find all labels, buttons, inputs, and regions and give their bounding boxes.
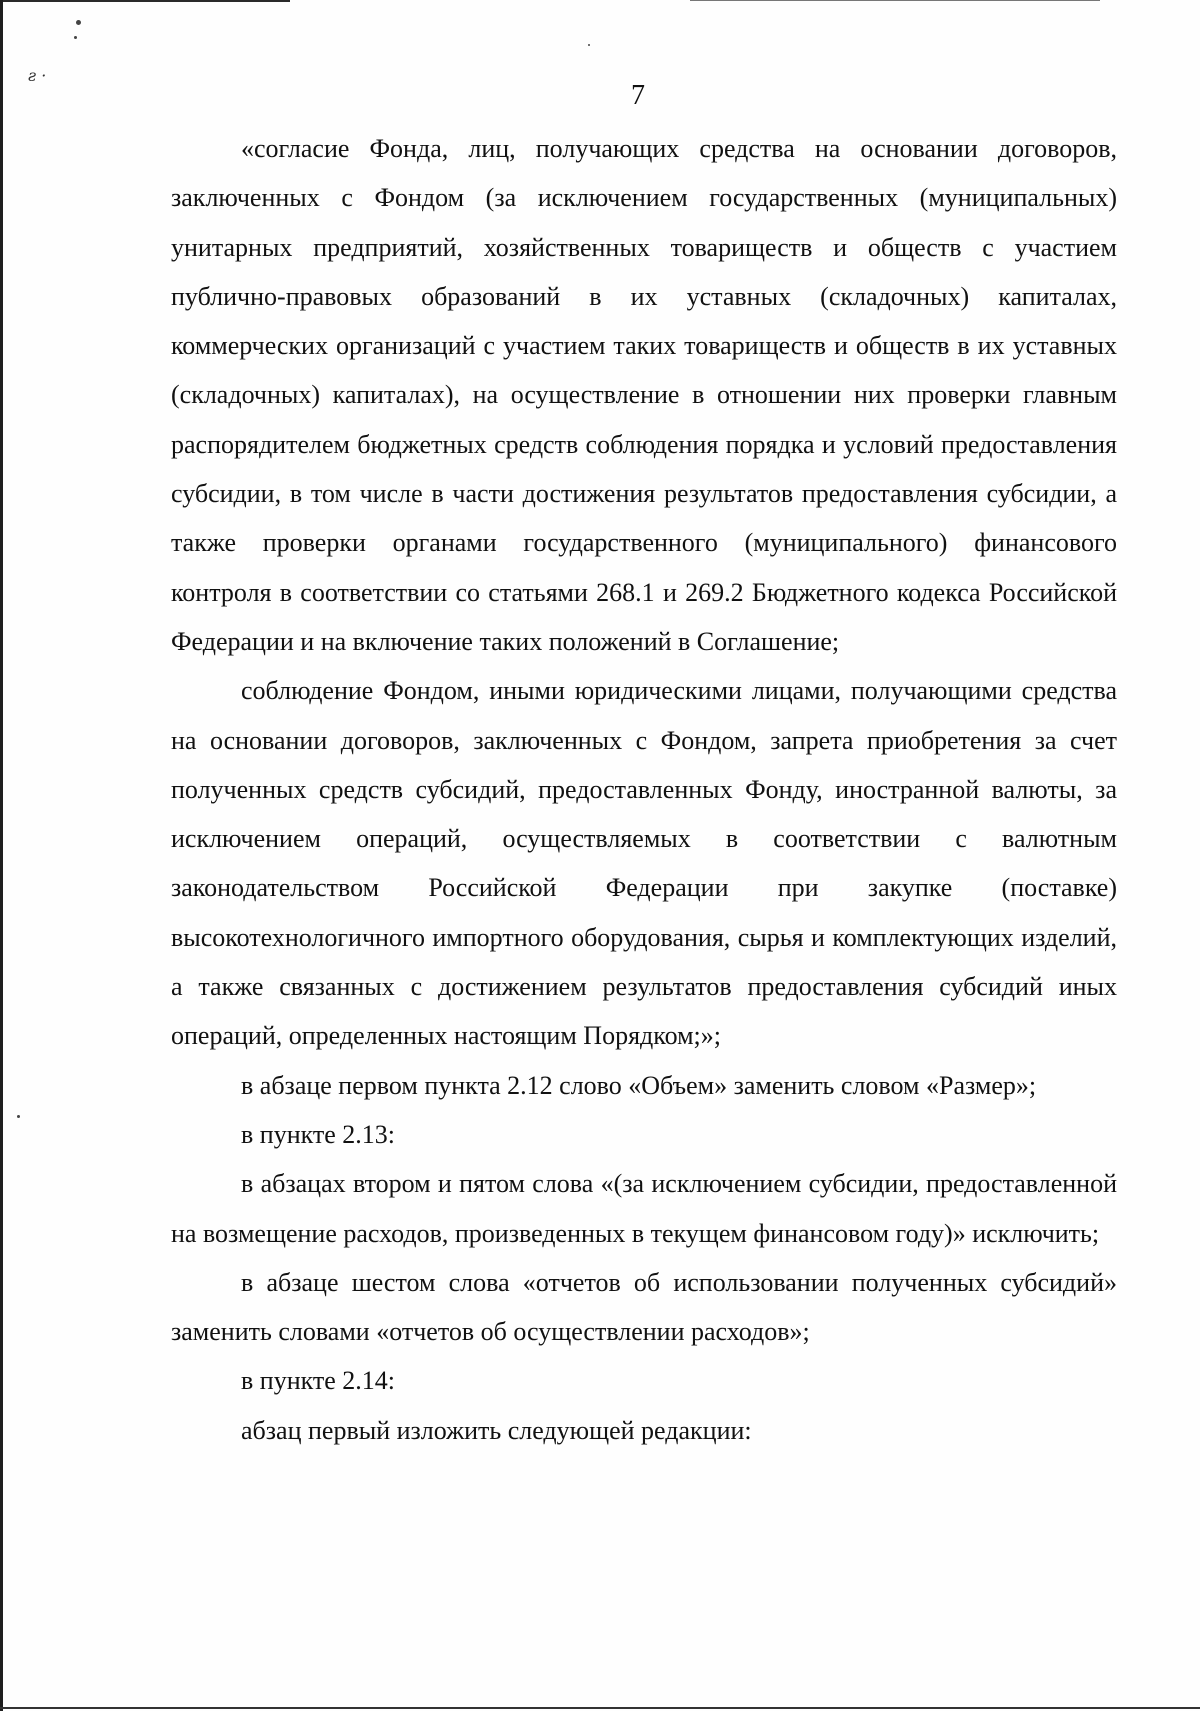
- paragraph-item-2-13: в пункте 2.13:: [241, 1119, 396, 1149]
- scan-speck: [74, 36, 77, 39]
- paragraph-currency-ban: соблюдение Фондом, иными юридическими лицами, получающими средства на основании договоров, заключенных с Фондом, запрета приобретения за счет полученных средств субсидий, предоставленных Фонду, иностранной валюты, за исключением операций, осуществляемых в соответствии с валютным законодательством Российской Федерации при закупке (поставке) высокотехнологичного импортного оборудования, сырья и комплектующих изделий, а также связанных с достижением результатов предоставления субсидий иных операций, определенных настоящим Порядком;»;: [171, 676, 1117, 1051]
- scan-edge-left: [0, 0, 3, 1711]
- paragraph-item-2-14: в пункте 2.14:: [241, 1366, 396, 1396]
- scan-speck: [76, 20, 81, 25]
- scan-edge-bottom: [0, 1707, 1200, 1709]
- paragraph-2-13-sixth: в абзаце шестом слова «отчетов об использовании полученных субсидий» заменить словами «отчетов об осуществлении расходов»;: [171, 1267, 1117, 1347]
- page-number: 7: [631, 80, 645, 111]
- paragraph-2-13-second-fifth: в абзацах втором и пятом слова «(за исключением субсидии, предоставленной на возмещение расходов, произведенных в текущем финансовом году)» исключить;: [171, 1169, 1117, 1248]
- scan-edge-top: [0, 0, 290, 2]
- paragraph-item-2-12: в абзаце первом пункта 2.12 слово «Объем» заменить словом «Размер»;: [241, 1070, 1037, 1100]
- corner-mark: ƨ ·: [28, 66, 47, 85]
- scan-speck: [17, 1115, 20, 1118]
- document-body: [171, 124, 1117, 1455]
- paragraph-2-14-first: абзац первый изложить следующей редакции:: [241, 1415, 752, 1445]
- scan-edge-top-right: [690, 0, 1100, 1]
- paragraph-consent: «согласие Фонда, лиц, получающих средства на основании договоров, заключенных с Фондом (за исключением государственных (муниципальных) унитарных предприятий, хозяйственных товариществ и обществ с участием публично-правовых образований в их уставных (складочных) капиталах, коммерческих организаций с участием таких товариществ и обществ в их уставных (складочных) капиталах), на осуществление в отношении них проверки главным распорядителем бюджетных средств соблюдения порядка и условий предоставления субсидии, в том числе в части достижения результатов предоставления субсидии, а также проверки органами государственного (муниципального) финансового контроля в соответствии со статьями 268.1 и 269.2 Бюджетного кодекса Российской Федерации и на включение таких положений в Соглашение;: [171, 134, 1117, 656]
- scan-speck: [588, 44, 590, 46]
